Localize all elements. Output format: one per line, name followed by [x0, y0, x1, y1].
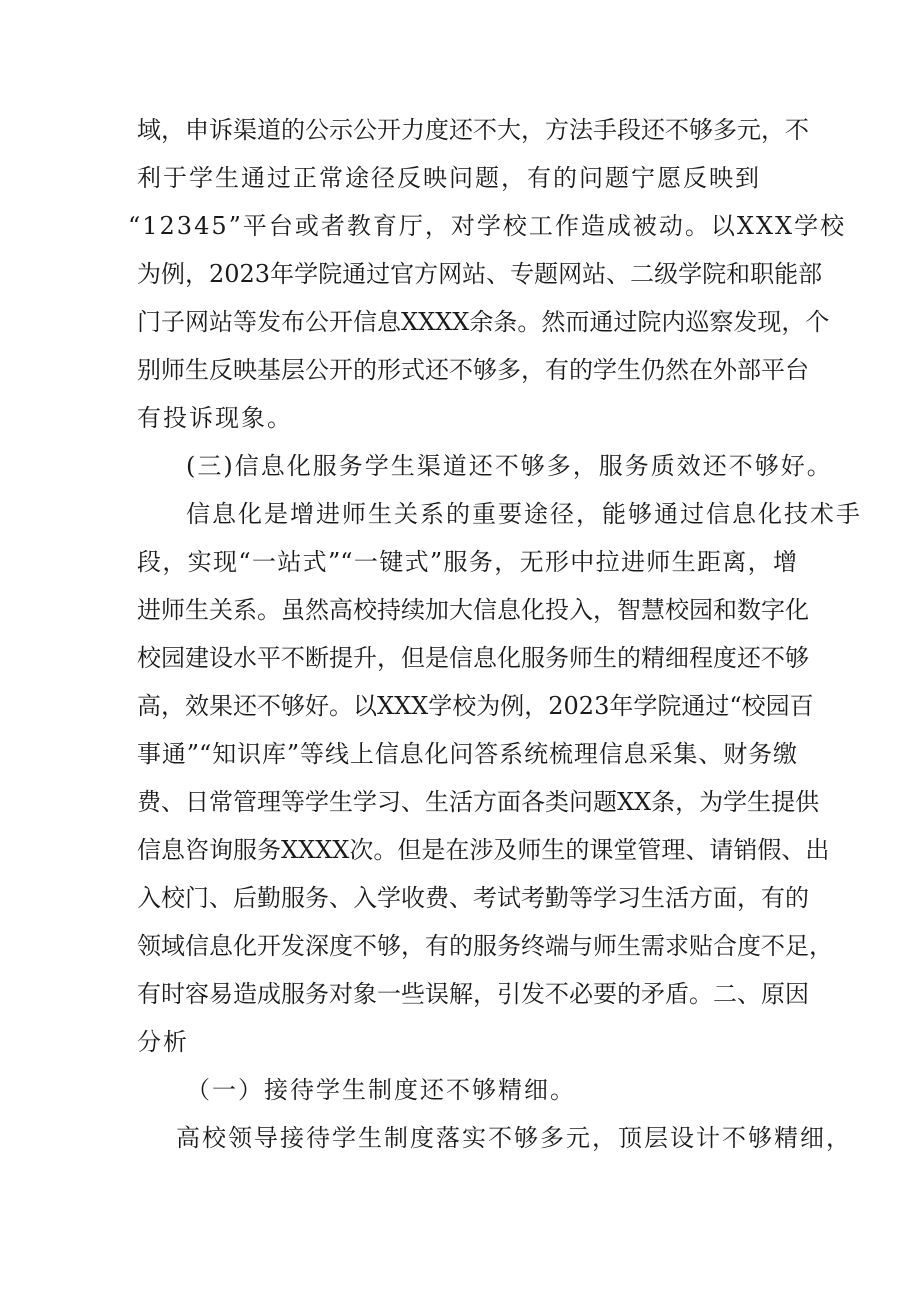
text-line: 段，实现“一站式”“一键式”服务，无形中拉进师生距离，增	[137, 548, 797, 576]
text-line: 进师生关系。虽然高校持续加大信息化投入，智慧校园和数字化	[137, 596, 809, 624]
text-line: 领域信息化开发深度不够，有的服务终端与师生需求贴合度不足，	[137, 932, 833, 960]
text-line: 入校门、后勤服务、入学收费、考试考勤等学习生活方面，有的	[137, 884, 809, 912]
text-line: 为例，2023年学院通过官方网站、专题网站、二级学院和职能部	[137, 260, 823, 288]
section-heading: （一）接待学生制度还不够精细。	[186, 1076, 576, 1104]
text-line: 门子网站等发布公开信息XXXX余条。然而通过院内巡察发现，个	[137, 308, 830, 336]
text-line: 有时容易造成服务对象一些误解，引发不必要的矛盾。二、原因	[137, 980, 809, 1008]
text-line: 分析	[137, 1028, 189, 1056]
text-line: 事通”“知识库”等线上信息化问答系统梳理信息采集、财务缴	[137, 740, 797, 768]
text-line: 别师生反映基层公开的形式还不够多，有的学生仍然在外部平台	[137, 356, 809, 384]
text-line: 费、日常管理等学生学习、生活方面各类问题XX条，为学生提供	[137, 788, 820, 816]
section-heading: (三)信息化服务学生渠道还不够多，服务质效还不够好。	[186, 452, 833, 480]
text-line: 高，效果还不够好。以XXX学校为例，2023年学院通过“校园百	[137, 692, 814, 720]
text-line: “12345”平台或者教育厅，对学校工作造成被动。以XXX学校	[128, 212, 847, 240]
text-line: 信息化是增进师生关系的重要途径，能够通过信息化技术手	[186, 500, 862, 528]
text-line: 校园建设水平不断提升，但是信息化服务师生的精细程度还不够	[137, 644, 809, 672]
text-line: 域，申诉渠道的公示公开力度还不大，方法手段还不够多元，不	[137, 116, 809, 144]
text-line: 有投诉现象。	[137, 404, 293, 432]
text-line: 信息咨询服务XXXX次。但是在涉及师生的课堂管理、请销假、出	[137, 836, 830, 864]
text-line: 利于学生通过正常途径反映问题，有的问题宁愿反映到	[137, 164, 761, 192]
text-line: 高校领导接待学生制度落实不够多元，顶层设计不够精细，	[176, 1124, 852, 1152]
